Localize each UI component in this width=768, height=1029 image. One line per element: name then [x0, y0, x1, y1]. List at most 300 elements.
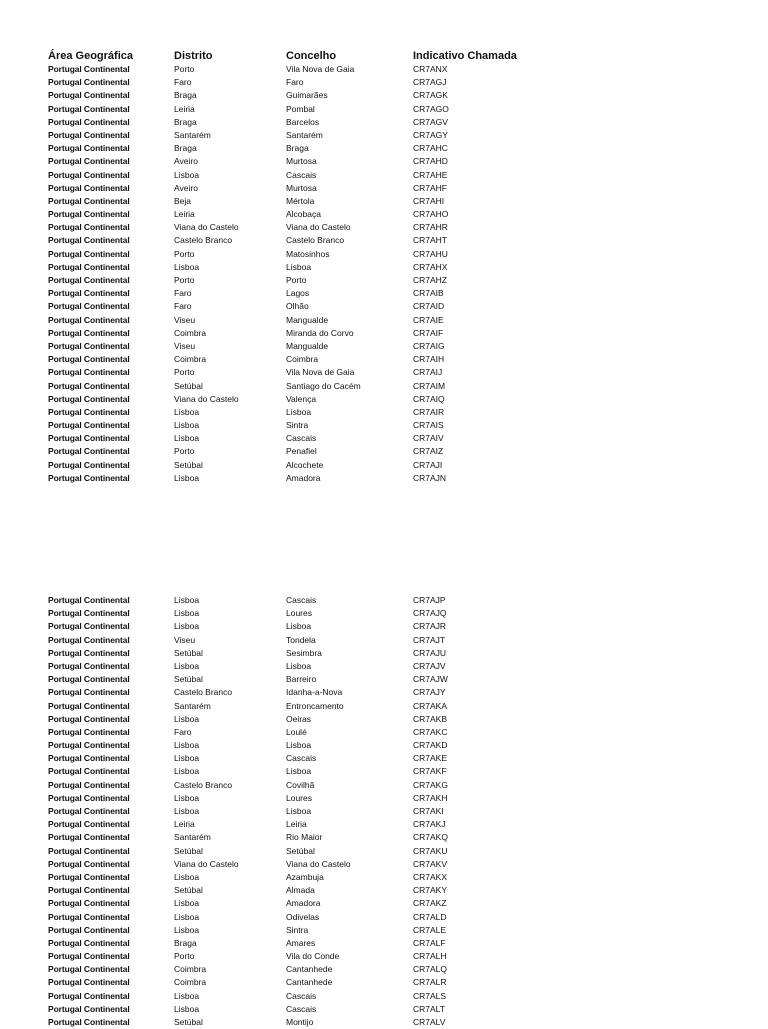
indicativo-cell: CR7AGY: [413, 129, 448, 140]
area-geografica-cell: Portugal Continental: [48, 964, 130, 975]
area-geografica-cell: Portugal Continental: [48, 819, 130, 830]
area-geografica-cell: Portugal Continental: [48, 647, 130, 658]
distrito-cell: Lisboa: [174, 740, 200, 751]
table-block-second: [0, 594, 768, 1029]
distrito-cell: Lisboa: [174, 420, 200, 431]
concelho-cell: Cascais: [286, 595, 317, 605]
area-geografica-cell: Portugal Continental: [48, 898, 130, 909]
distrito-cell: Viseu: [174, 634, 196, 645]
concelho-cell: Lisboa: [286, 261, 312, 272]
table-row: [0, 103, 768, 116]
indicativo-cell: CR7AIJ: [413, 367, 443, 378]
area-geografica-cell: Portugal Continental: [48, 182, 130, 193]
concelho-cell: Matosinhos: [286, 248, 330, 259]
indicativo-cell: CR7AHC: [413, 143, 448, 154]
concelho-cell: Azambuja: [286, 871, 324, 882]
table-row: [0, 261, 768, 274]
distrito-cell: Braga: [174, 116, 197, 127]
area-geografica-cell: Portugal Continental: [48, 406, 130, 417]
table-row: [0, 432, 768, 445]
area-geografica-cell: Portugal Continental: [48, 472, 130, 483]
indicativo-cell: CR7AJV: [413, 660, 446, 671]
area-geografica-cell: Portugal Continental: [48, 209, 130, 220]
indicativo-cell: CR7AJQ: [413, 608, 447, 619]
concelho-cell: Penafiel: [286, 446, 317, 457]
area-geografica-cell: Portugal Continental: [48, 367, 130, 378]
area-geografica-cell: Portugal Continental: [48, 806, 130, 816]
table-row: [0, 155, 768, 168]
concelho-cell: Murtosa: [286, 182, 317, 193]
concelho-cell: Cantanhede: [286, 964, 333, 975]
indicativo-cell: CR7ALV: [413, 1017, 446, 1027]
indicativo-cell: CR7ALQ: [413, 964, 448, 975]
indicativo-cell: CR7AHO: [413, 209, 449, 220]
concelho-cell: Cantanhede: [286, 977, 333, 988]
distrito-cell: Viseu: [174, 340, 196, 351]
distrito-cell: Beja: [174, 195, 192, 206]
table-row: [0, 686, 768, 699]
concelho-cell: Cascais: [286, 1003, 317, 1014]
indicativo-cell: CR7AIG: [413, 340, 445, 351]
distrito-cell: Coimbra: [174, 977, 207, 988]
area-geografica-cell: Portugal Continental: [48, 674, 130, 685]
concelho-cell: Braga: [286, 143, 309, 154]
area-geografica-cell: Portugal Continental: [48, 924, 130, 935]
distrito-cell: Lisboa: [174, 472, 200, 483]
table-row: [0, 234, 768, 247]
table-row: [0, 831, 768, 844]
indicativo-cell: CR7ALS: [413, 990, 447, 1001]
distrito-cell: Braga: [174, 937, 197, 948]
concelho-cell: Tondela: [286, 634, 316, 645]
concelho-cell: Almada: [286, 885, 315, 896]
distrito-cell: Leiria: [174, 103, 195, 114]
table-row: [0, 340, 768, 353]
area-geografica-cell: Portugal Continental: [48, 792, 130, 803]
indicativo-cell: CR7AJY: [413, 687, 446, 698]
indicativo-cell: CR7AJW: [413, 674, 448, 685]
area-geografica-cell: Portugal Continental: [48, 129, 130, 140]
distrito-cell: Lisboa: [174, 1003, 200, 1014]
table-row: [0, 314, 768, 327]
distrito-cell: Lisboa: [174, 792, 200, 803]
distrito-cell: Lisboa: [174, 911, 200, 922]
concelho-cell: Porto: [286, 275, 307, 285]
table-row: [0, 208, 768, 221]
table-row: [0, 858, 768, 871]
distrito-cell: Aveiro: [174, 182, 198, 193]
distrito-cell: Lisboa: [174, 924, 200, 935]
concelho-cell: Olhão: [286, 301, 309, 312]
table-row: [0, 472, 768, 485]
distrito-cell: Porto: [174, 275, 195, 285]
distrito-cell: Lisboa: [174, 261, 200, 272]
distrito-cell: Porto: [174, 951, 195, 962]
table-row: [0, 393, 768, 406]
table-row: [0, 634, 768, 647]
area-geografica-cell: Portugal Continental: [48, 595, 130, 605]
indicativo-cell: CR7AIF: [413, 327, 444, 338]
area-geografica-cell: Portugal Continental: [48, 446, 130, 457]
indicativo-cell: CR7AHI: [413, 195, 445, 206]
area-geografica-cell: Portugal Continental: [48, 937, 130, 948]
area-geografica-cell: Portugal Continental: [48, 911, 130, 922]
distrito-cell: Setúbal: [174, 674, 203, 685]
table-row: [0, 380, 768, 393]
indicativo-cell: CR7ALH: [413, 951, 447, 962]
concelho-cell: Cascais: [286, 753, 317, 764]
indicativo-cell: CR7AKB: [413, 713, 448, 724]
table-row: [0, 897, 768, 910]
table-row: [0, 911, 768, 924]
indicativo-cell: CR7AGO: [413, 103, 449, 114]
indicativo-cell: CR7AHD: [413, 156, 448, 167]
distrito-cell: Lisboa: [174, 713, 200, 724]
area-geografica-cell: Portugal Continental: [48, 1003, 130, 1014]
distrito-cell: Braga: [174, 143, 197, 154]
indicativo-cell: CR7ALF: [413, 937, 446, 948]
area-geografica-cell: Portugal Continental: [48, 222, 130, 233]
indicativo-cell: CR7AKZ: [413, 898, 447, 909]
distrito-cell: Setúbal: [174, 845, 203, 856]
distrito-cell: Setúbal: [174, 459, 203, 470]
table-row: [0, 713, 768, 726]
indicativo-cell: CR7AKE: [413, 753, 448, 764]
indicativo-cell: CR7AHF: [413, 182, 448, 193]
table-row: [0, 765, 768, 778]
area-geografica-cell: Portugal Continental: [48, 753, 130, 764]
table-row: [0, 300, 768, 313]
indicativo-cell: CR7AHU: [413, 248, 448, 259]
area-geografica-cell: Portugal Continental: [48, 169, 130, 180]
area-geografica-cell: Portugal Continental: [48, 340, 130, 351]
concelho-cell: Guimarães: [286, 90, 328, 101]
table-row: [0, 620, 768, 633]
indicativo-cell: CR7AIS: [413, 420, 444, 431]
distrito-cell: Faro: [174, 726, 192, 737]
distrito-cell: Leiria: [174, 209, 195, 220]
area-geografica-cell: Portugal Continental: [48, 977, 130, 988]
distrito-cell: Faro: [174, 288, 192, 299]
distrito-cell: Lisboa: [174, 406, 200, 417]
distrito-cell: Lisboa: [174, 871, 200, 882]
table-row: [0, 805, 768, 818]
indicativo-cell: CR7AGK: [413, 90, 448, 101]
table-row: [0, 116, 768, 129]
distrito-cell: Santarém: [174, 129, 211, 140]
table-row: [0, 76, 768, 89]
concelho-cell: Mangualde: [286, 340, 329, 351]
area-geografica-cell: Portugal Continental: [48, 156, 130, 167]
distrito-cell: Viana do Castelo: [174, 858, 239, 869]
table-row: [0, 129, 768, 142]
concelho-cell: Leiria: [286, 819, 307, 830]
table-row: [0, 248, 768, 261]
distrito-cell: Braga: [174, 90, 197, 101]
distrito-cell: Lisboa: [174, 595, 200, 605]
area-geografica-cell: Portugal Continental: [48, 90, 130, 101]
area-geografica-cell: Portugal Continental: [48, 314, 130, 325]
area-geografica-cell: Portugal Continental: [48, 1017, 130, 1027]
concelho-cell: Idanha-a-Nova: [286, 687, 343, 698]
concelho-cell: Sintra: [286, 420, 309, 431]
distrito-cell: Lisboa: [174, 660, 200, 671]
table-row: [0, 419, 768, 432]
area-geografica-cell: Portugal Continental: [48, 832, 130, 843]
area-geografica-cell: Portugal Continental: [48, 393, 130, 404]
table-row: [0, 924, 768, 937]
concelho-cell: Lisboa: [286, 806, 312, 816]
concelho-cell: Mangualde: [286, 314, 329, 325]
concelho-cell: Valença: [286, 393, 317, 404]
area-geografica-cell: Portugal Continental: [48, 871, 130, 882]
table-row: [0, 353, 768, 366]
indicativo-cell: CR7AKA: [413, 700, 448, 711]
area-geografica-cell: Portugal Continental: [48, 621, 130, 632]
indicativo-cell: CR7ALD: [413, 911, 447, 922]
distrito-cell: Aveiro: [174, 156, 198, 167]
concelho-cell: Faro: [286, 77, 304, 88]
area-geografica-cell: Portugal Continental: [48, 288, 130, 299]
concelho-cell: Sintra: [286, 924, 309, 935]
area-geografica-cell: Portugal Continental: [48, 634, 130, 645]
table-row: [0, 1016, 768, 1029]
area-geografica-cell: Portugal Continental: [48, 420, 130, 431]
table-header: [0, 49, 768, 63]
concelho-cell: Pombal: [286, 103, 315, 114]
table-row: [0, 950, 768, 963]
table-row: [0, 937, 768, 950]
indicativo-cell: CR7AJT: [413, 634, 446, 645]
area-geografica-cell: Portugal Continental: [48, 700, 130, 711]
area-geografica-cell: Portugal Continental: [48, 990, 130, 1001]
concelho-cell: Lisboa: [286, 766, 312, 777]
distrito-cell: Lisboa: [174, 433, 200, 444]
distrito-cell: Lisboa: [174, 608, 200, 619]
distrito-cell: Coimbra: [174, 327, 207, 338]
area-geografica-cell: Portugal Continental: [48, 740, 130, 751]
concelho-cell: Montijo: [286, 1017, 314, 1027]
indicativo-cell: CR7AIM: [413, 380, 446, 391]
table-row: [0, 647, 768, 660]
concelho-cell: Cascais: [286, 433, 317, 444]
table-row: [0, 752, 768, 765]
indicativo-cell: CR7AKV: [413, 858, 448, 869]
distrito-cell: Porto: [174, 367, 195, 378]
indicativo-cell: CR7AJP: [413, 595, 446, 605]
concelho-cell: Vila Nova de Gaia: [286, 367, 355, 378]
area-geografica-cell: Portugal Continental: [48, 608, 130, 619]
table-row: [0, 182, 768, 195]
area-geografica-cell: Portugal Continental: [48, 354, 130, 365]
distrito-cell: Coimbra: [174, 964, 207, 975]
table-row: [0, 169, 768, 182]
table-row: [0, 1003, 768, 1016]
indicativo-cell: CR7AID: [413, 301, 445, 312]
header-concelho: Concelho: [286, 50, 337, 62]
distrito-cell: Porto: [174, 64, 195, 74]
distrito-cell: Porto: [174, 446, 195, 457]
concelho-cell: Lisboa: [286, 660, 312, 671]
indicativo-cell: CR7AKI: [413, 806, 444, 816]
table-row: [0, 779, 768, 792]
indicativo-cell: CR7AKF: [413, 766, 447, 777]
area-geografica-cell: Portugal Continental: [48, 885, 130, 896]
concelho-cell: Odivelas: [286, 911, 320, 922]
indicativo-cell: CR7AKD: [413, 740, 448, 751]
indicativo-cell: CR7AJN: [413, 472, 447, 483]
distrito-cell: Castelo Branco: [174, 235, 233, 246]
area-geografica-cell: Portugal Continental: [48, 858, 130, 869]
table-row: [0, 845, 768, 858]
table-row: [0, 792, 768, 805]
area-geografica-cell: Portugal Continental: [48, 713, 130, 724]
area-geografica-cell: Portugal Continental: [48, 116, 130, 127]
area-geografica-cell: Portugal Continental: [48, 779, 130, 790]
table-row: [0, 221, 768, 234]
distrito-cell: Faro: [174, 301, 192, 312]
indicativo-cell: CR7AIR: [413, 406, 445, 417]
area-geografica-cell: Portugal Continental: [48, 660, 130, 671]
indicativo-cell: CR7AHE: [413, 169, 448, 180]
indicativo-cell: CR7ANX: [413, 64, 448, 74]
indicativo-cell: CR7AKQ: [413, 832, 448, 843]
concelho-cell: Alcochete: [286, 459, 324, 470]
distrito-cell: Santarém: [174, 832, 211, 843]
area-geografica-cell: Portugal Continental: [48, 275, 130, 285]
concelho-cell: Oeiras: [286, 713, 312, 724]
area-geografica-cell: Portugal Continental: [48, 433, 130, 444]
table-row: [0, 594, 768, 607]
indicativo-cell: CR7AHT: [413, 235, 448, 246]
concelho-cell: Viana do Castelo: [286, 858, 351, 869]
table-row: [0, 726, 768, 739]
indicativo-cell: CR7AKG: [413, 779, 448, 790]
header-indicativo-chamada: Indicativo Chamada: [413, 50, 517, 62]
area-geografica-cell: Portugal Continental: [48, 261, 130, 272]
indicativo-cell: CR7ALT: [413, 1003, 445, 1014]
concelho-cell: Santiago do Cacém: [286, 380, 361, 391]
concelho-cell: Cascais: [286, 169, 317, 180]
concelho-cell: Lisboa: [286, 740, 312, 751]
area-geografica-cell: Portugal Continental: [48, 726, 130, 737]
area-geografica-cell: Portugal Continental: [48, 195, 130, 206]
indicativo-cell: CR7AIQ: [413, 393, 445, 404]
distrito-cell: Lisboa: [174, 753, 200, 764]
concelho-cell: Viana do Castelo: [286, 222, 351, 233]
concelho-cell: Mértola: [286, 195, 315, 206]
area-geografica-cell: Portugal Continental: [48, 380, 130, 391]
distrito-cell: Setúbal: [174, 380, 203, 391]
table-row: [0, 406, 768, 419]
distrito-cell: Castelo Branco: [174, 687, 233, 698]
table-row: [0, 884, 768, 897]
area-geografica-cell: Portugal Continental: [48, 235, 130, 246]
indicativo-cell: CR7AGJ: [413, 77, 447, 88]
concelho-cell: Sesimbra: [286, 647, 322, 658]
concelho-cell: Setúbal: [286, 845, 315, 856]
area-geografica-cell: Portugal Continental: [48, 459, 130, 470]
area-geografica-cell: Portugal Continental: [48, 77, 130, 88]
table-row: [0, 142, 768, 155]
concelho-cell: Coimbra: [286, 354, 319, 365]
table-row: [0, 660, 768, 673]
concelho-cell: Vila Nova de Gaia: [286, 64, 355, 74]
distrito-cell: Lisboa: [174, 766, 200, 777]
header-distrito: Distrito: [174, 50, 213, 62]
concelho-cell: Amares: [286, 937, 316, 948]
table-row: [0, 63, 768, 76]
indicativo-cell: CR7ALE: [413, 924, 447, 935]
concelho-cell: Lagos: [286, 288, 310, 299]
indicativo-cell: CR7AHR: [413, 222, 448, 233]
distrito-cell: Setúbal: [174, 1017, 203, 1027]
concelho-cell: Miranda do Corvo: [286, 327, 354, 338]
concelho-cell: Loulé: [286, 726, 307, 737]
distrito-cell: Lisboa: [174, 169, 200, 180]
table-row: [0, 700, 768, 713]
indicativo-cell: CR7AKX: [413, 871, 448, 882]
concelho-cell: Loures: [286, 792, 312, 803]
indicativo-cell: CR7AJU: [413, 647, 447, 658]
indicativo-cell: CR7AIV: [413, 433, 444, 444]
table-row: [0, 327, 768, 340]
indicativo-cell: CR7AKU: [413, 845, 448, 856]
indicativo-cell: CR7AIE: [413, 314, 444, 325]
table-row: [0, 673, 768, 686]
indicativo-cell: CR7AKH: [413, 792, 448, 803]
table-row: [0, 366, 768, 379]
area-geografica-cell: Portugal Continental: [48, 845, 130, 856]
concelho-cell: Santarém: [286, 129, 323, 140]
indicativo-cell: CR7AKJ: [413, 819, 446, 830]
table-row: [0, 459, 768, 472]
table-row: [0, 990, 768, 1003]
distrito-cell: Porto: [174, 248, 195, 259]
table-row: [0, 445, 768, 458]
indicativo-cell: CR7AIB: [413, 288, 444, 299]
area-geografica-cell: Portugal Continental: [48, 327, 130, 338]
table-row: [0, 739, 768, 752]
distrito-cell: Coimbra: [174, 354, 207, 365]
indicativo-cell: CR7AKC: [413, 726, 448, 737]
indicativo-cell: CR7AJI: [413, 459, 443, 470]
area-geografica-cell: Portugal Continental: [48, 951, 130, 962]
distrito-cell: Setúbal: [174, 885, 203, 896]
area-geografica-cell: Portugal Continental: [48, 301, 130, 312]
concelho-cell: Barreiro: [286, 674, 317, 685]
distrito-cell: Viseu: [174, 314, 196, 325]
distrito-cell: Santarém: [174, 700, 211, 711]
distrito-cell: Lisboa: [174, 806, 200, 816]
concelho-cell: Amadora: [286, 898, 321, 909]
concelho-cell: Castelo Branco: [286, 235, 345, 246]
distrito-cell: Leiria: [174, 819, 195, 830]
concelho-cell: Cascais: [286, 990, 317, 1001]
indicativo-cell: CR7AJR: [413, 621, 447, 632]
indicativo-cell: CR7AHZ: [413, 275, 448, 285]
concelho-cell: Vila do Conde: [286, 951, 340, 962]
concelho-cell: Loures: [286, 608, 312, 619]
table-row: [0, 195, 768, 208]
table-row: [0, 871, 768, 884]
table-row: [0, 963, 768, 976]
concelho-cell: Barcelos: [286, 116, 320, 127]
concelho-cell: Murtosa: [286, 156, 317, 167]
table-row: [0, 89, 768, 102]
distrito-cell: Lisboa: [174, 990, 200, 1001]
distrito-cell: Lisboa: [174, 898, 200, 909]
